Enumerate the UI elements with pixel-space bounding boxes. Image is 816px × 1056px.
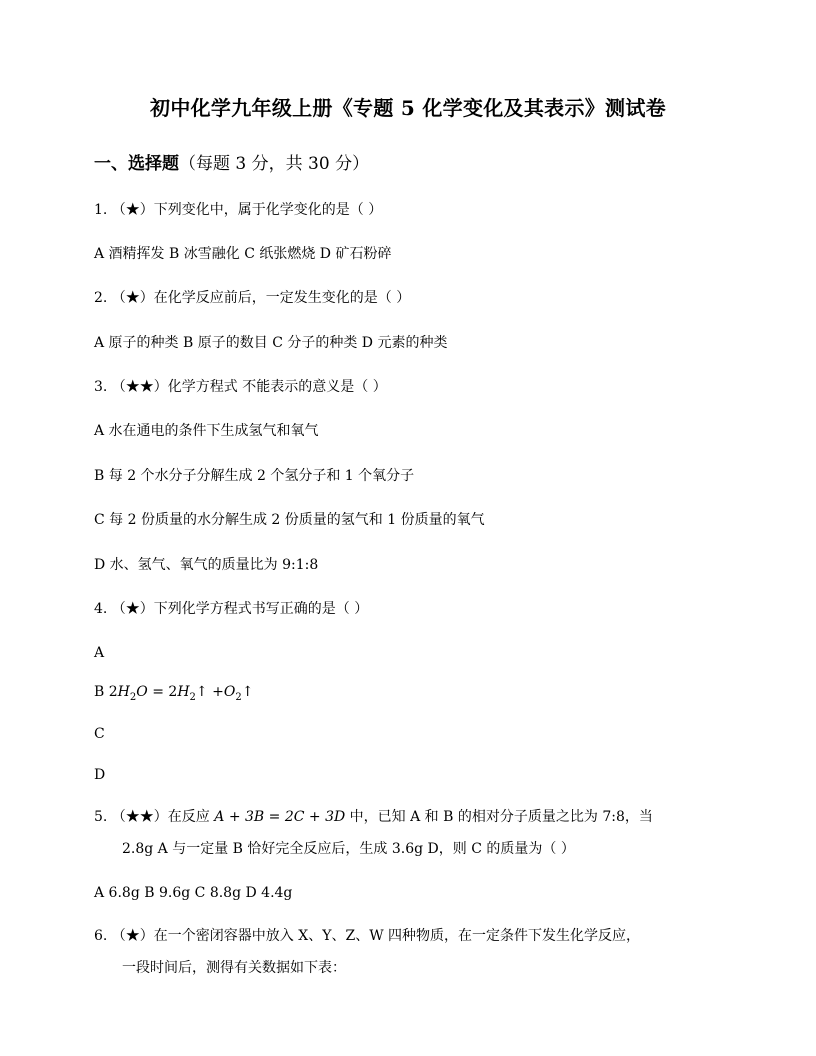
question-2-options: A 原子的种类 B 原子的数目 C 分子的种类 D 元素的种类 — [94, 335, 448, 351]
question-3-option-c: C 每 2 份质量的水分解生成 2 份质量的氢气和 1 份质量的氧气 — [94, 512, 485, 528]
question-4-option-b — [94, 682, 253, 708]
question-5-suffix: 中，已知 A 和 B 的相对分子质量之比为 7:8，当 — [345, 809, 653, 825]
question-3-option-b: B 每 2 个水分子分解生成 2 个氢分子和 1 个氧分子 — [94, 468, 415, 484]
chemical-equation: $2H_2O$ = $2H_2↑$ $+O_2↑$ — [108, 684, 254, 703]
question-6: 6. （★）在一个密闭容器中放入 X、Y、Z、W 四种物质，在一定条件下发生化学反应， — [94, 928, 641, 944]
option-b-label: B — [94, 684, 105, 700]
reaction-equation: A + 3B = 2C + 3D — [214, 809, 346, 825]
question-5-options: A 6.8g B 9.6g C 8.8g D 4.4g — [94, 885, 293, 901]
question-4: 4. （★）下列化学方程式书写正确的是（ ） — [94, 601, 369, 617]
section-heading-label: 一、选择题 — [94, 154, 179, 174]
question-3-option-a: A 水在通电的条件下生成氢气和氧气 — [94, 423, 319, 439]
question-5 — [94, 807, 653, 827]
question-1: 1. （★）下列变化中，属于化学变化的是（ ） — [94, 202, 383, 218]
question-3-option-d: D 水、氢气、氧气的质量比为 9:1:8 — [94, 557, 319, 573]
section-heading — [94, 149, 369, 174]
question-5-prefix: 5. （★★）在反应 — [94, 809, 215, 825]
page-title: 初中化学九年级上册《专题 5 化学变化及其表示》测试卷 — [150, 96, 666, 120]
question-4-option-c: C — [94, 726, 105, 742]
question-1-options: A 酒精挥发 B 冰雪融化 C 纸张燃烧 D 矿石粉碎 — [94, 246, 392, 262]
section-heading-note: （每题 3 分，共 30 分） — [179, 154, 370, 174]
question-4-option-d: D — [94, 767, 106, 783]
question-5-continued: 2.8g A 与一定量 B 恰好完全反应后，生成 3.6g D，则 C 的质量为（ ） — [122, 841, 575, 857]
question-3: 3. （★★）化学方程式 不能表示的意义是（ ） — [94, 379, 387, 395]
question-6-continued: 一段时间后，测得有关数据如下表： — [122, 960, 346, 976]
question-2: 2. （★）在化学反应前后，一定发生变化的是（ ） — [94, 290, 411, 306]
question-4-option-a: A — [94, 645, 105, 661]
